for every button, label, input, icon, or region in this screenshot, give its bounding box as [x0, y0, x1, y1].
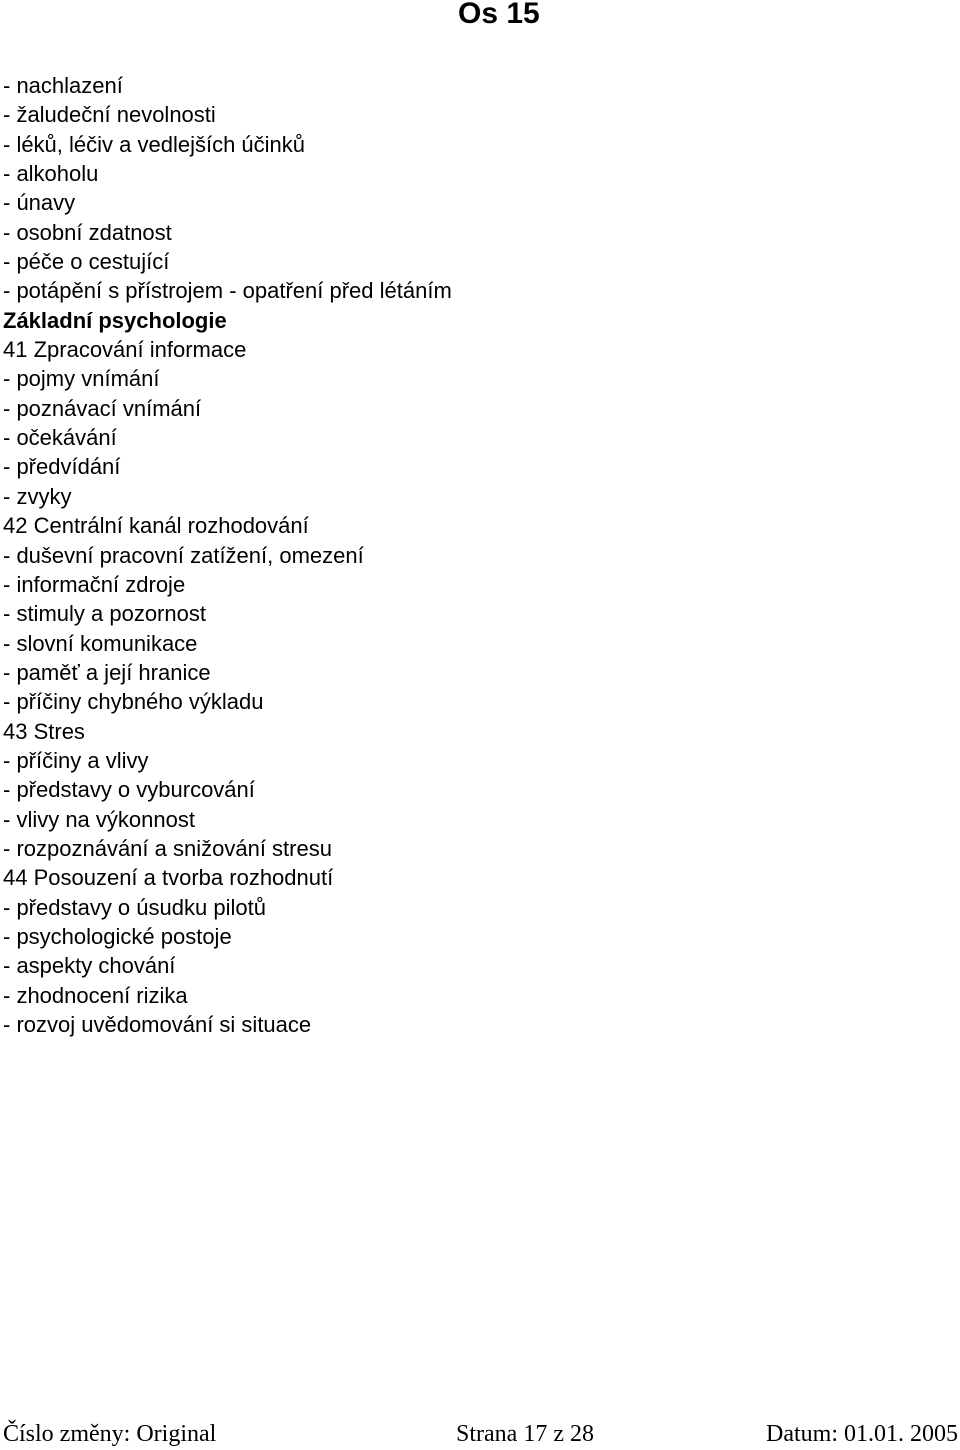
list-item: - příčiny chybného výkladu	[3, 689, 264, 715]
footer-date: Datum: 01.01. 2005	[766, 1421, 958, 1447]
list-item: 43 Stres	[3, 718, 85, 744]
list-item: - duševní pracovní zatížení, omezení	[3, 542, 364, 568]
page-footer	[3, 1418, 958, 1450]
list-item: - poznávací vnímání	[3, 395, 202, 421]
list-item: - zvyky	[3, 483, 72, 509]
list-item: - žaludeční nevolnosti	[3, 102, 216, 128]
list-item: - léků, léčiv a vedlejších účinků	[3, 131, 306, 157]
list-item: 42 Centrální kanál rozhodování	[3, 513, 309, 539]
list-item: - vlivy na výkonnost	[3, 806, 195, 832]
list-item: - představy o vyburcování	[3, 777, 255, 803]
list-item: - očekávání	[3, 425, 117, 451]
list-item: 41 Zpracování informace	[3, 337, 247, 363]
page-number: Strana 17 z 28	[456, 1421, 594, 1447]
list-item: - osobní zdatnost	[3, 219, 172, 245]
list-item: - rozvoj uvědomování si situace	[3, 1012, 312, 1037]
list-item: - příčiny a vlivy	[3, 747, 149, 773]
list-item: - rozpoznávání a snižování stresu	[3, 835, 332, 861]
list-item: - zhodnocení rizika	[3, 982, 188, 1008]
list-item: - únavy	[3, 190, 76, 216]
section-heading: Základní psychologie	[3, 307, 227, 333]
page-title: Os 15	[458, 0, 540, 30]
list-item: - alkoholu	[3, 161, 99, 187]
list-item: - nachlazení	[3, 73, 123, 98]
list-item: - paměť a její hranice	[3, 659, 211, 685]
list-item: - stimuly a pozornost	[3, 601, 206, 627]
list-item: - pojmy vnímání	[3, 366, 160, 392]
change-number: Číslo změny: Original	[3, 1421, 217, 1447]
list-item: - slovní komunikace	[3, 630, 198, 656]
syllabus-list	[3, 71, 452, 1039]
list-item: 44 Posouzení a tvorba rozhodnutí	[3, 865, 334, 891]
list-item: - předvídání	[3, 454, 121, 480]
list-item: - informační zdroje	[3, 571, 186, 597]
list-item: - představy o úsudku pilotů	[3, 894, 266, 920]
list-item: - potápění s přístrojem - opatření před létáním	[3, 278, 452, 304]
list-item: - péče o cestující	[3, 249, 170, 275]
list-item: - aspekty chování	[3, 953, 176, 979]
list-item: - psychologické postoje	[3, 923, 232, 949]
